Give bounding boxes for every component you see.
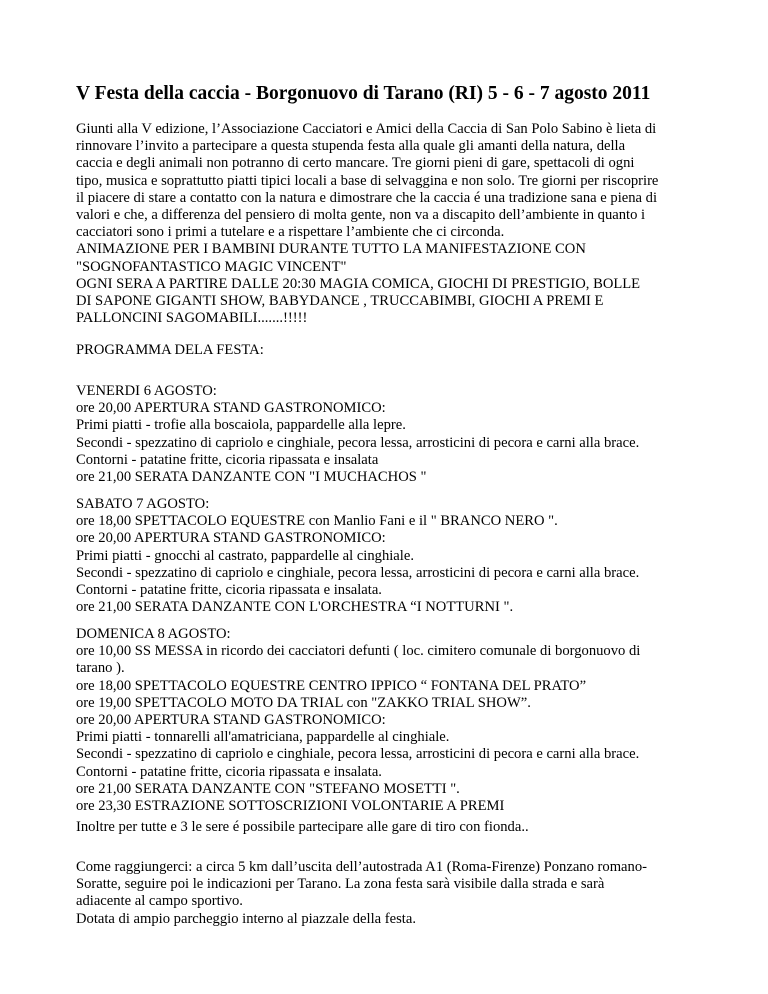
program-heading — [76, 342, 716, 359]
directions-paragraph — [76, 859, 716, 928]
friday-line: Secondi - spezzatino di capriolo e cinghiale, pecora lessa, arrosticini di pecora e carni alla brace. — [76, 434, 640, 451]
friday-line: ore 21,00 SERATA DANZANTE CON "I MUCHACHOS " — [76, 468, 427, 485]
intro-line: il piacere di stare a contatto con la natura e dimostrare che la caccia é una tradizione sana e piena di — [76, 189, 658, 206]
intro-line: rinnovare l’invito a partecipare a questa stupenda festa alla quale gli amanti della natura, della — [76, 138, 626, 155]
friday-line: Contorni - patatine fritte, cicoria ripassata e insalata — [76, 451, 379, 468]
saturday-section — [76, 496, 716, 616]
saturday-line: Primi piatti - gnocchi al castrato, pappardelle al cinghiale. — [76, 547, 414, 564]
intro-line: caccia e degli animali non potranno di certo mancare. Tre giorni pieni di gare, spettacoli di ogni — [76, 155, 635, 172]
sunday-line: ore 18,00 SPETTACOLO EQUESTRE CENTRO IPPICO “ FONTANA DEL PRATO” — [76, 677, 587, 694]
friday-section — [76, 383, 716, 486]
sunday-line: Contorni - patatine fritte, cicoria ripassata e insalata. — [76, 763, 382, 780]
intro-line: PALLONCINI SAGOMABILI.......!!!!! — [76, 310, 308, 327]
sunday-line: ore 20,00 APERTURA STAND GASTRONOMICO: — [76, 711, 386, 728]
intro-line: ANIMAZIONE PER I BAMBINI DURANTE TUTTO LA MANIFESTAZIONE CON — [76, 241, 586, 258]
friday-line: ore 20,00 APERTURA STAND GASTRONOMICO: — [76, 400, 386, 417]
intro-line: DI SAPONE GIGANTI SHOW, BABYDANCE , TRUCCABIMBI, GIOCHI A PREMI E — [76, 292, 604, 309]
sunday-heading: DOMENICA 8 AGOSTO: — [76, 626, 231, 642]
directions-line: Soratte, seguire poi le indicazioni per Tarano. La zona festa sarà visibile dalla strada e sarà — [76, 876, 605, 893]
intro-line: "SOGNOFANTASTICO MAGIC VINCENT" — [76, 258, 347, 275]
intro-line: Giunti alla V edizione, l’Associazione Cacciatori e Amici della Caccia di San Polo Sabino è lieta di — [76, 121, 657, 137]
friday-line: Primi piatti - trofie alla boscaiola, pappardelle alla lepre. — [76, 417, 406, 434]
saturday-line: ore 21,00 SERATA DANZANTE CON L'ORCHESTRA “I NOTTURNI ". — [76, 599, 514, 616]
sunday-line: Primi piatti - tonnarelli all'amatriciana, pappardelle al cinghiale. — [76, 729, 450, 746]
friday-heading: VENERDI 6 AGOSTO: — [76, 383, 217, 399]
saturday-line: ore 20,00 APERTURA STAND GASTRONOMICO: — [76, 530, 386, 547]
intro-line: OGNI SERA A PARTIRE DALLE 20:30 MAGIA COMICA, GIOCHI DI PRESTIGIO, BOLLE — [76, 275, 641, 292]
sunday-line: tarano ). — [76, 660, 125, 677]
program-heading-text: PROGRAMMA DELA FESTA: — [76, 342, 264, 358]
saturday-line: Contorni - patatine fritte, cicoria ripassata e insalata. — [76, 581, 382, 598]
sunday-line: ore 21,00 SERATA DANZANTE CON "STEFANO MOSETTI ". — [76, 780, 460, 797]
saturday-line: ore 18,00 SPETTACOLO EQUESTRE con Manlio Fani e il " BRANCO NERO ". — [76, 513, 558, 530]
directions-line: Dotata di ampio parcheggio interno al piazzale della festa. — [76, 910, 416, 927]
extra-line: Inoltre per tutte e 3 le sere é possibile partecipare alle gare di tiro con fionda.. — [76, 819, 529, 835]
sunday-line: ore 19,00 SPETTACOLO MOTO DA TRIAL con "ZAKKO TRIAL SHOW”. — [76, 694, 531, 711]
sunday-line: ore 23,30 ESTRAZIONE SOTTOSCRIZIONI VOLONTARIE A PREMI — [76, 797, 505, 814]
extra-paragraph — [76, 819, 716, 836]
directions-line: Come raggiungerci: a circa 5 km dall’uscita dell’autostrada A1 (Roma-Firenze) Ponzano romano- — [76, 859, 647, 875]
sunday-section — [76, 626, 716, 815]
sunday-line: ore 10,00 SS MESSA in ricordo dei cacciatori defunti ( loc. cimitero comunale di borgonuovo di — [76, 643, 641, 660]
directions-line: adiacente al campo sportivo. — [76, 893, 243, 910]
sunday-line: Secondi - spezzatino di capriolo e cinghiale, pecora lessa, arrosticini di pecora e carni alla brace. — [76, 746, 640, 763]
document-title: V Festa della caccia - Borgonuovo di Tarano (RI) 5 - 6 - 7 agosto 2011 — [76, 83, 651, 104]
saturday-heading: SABATO 7 AGOSTO: — [76, 496, 210, 512]
intro-line: cacciatori sono i primi a tutelare e a rispettare l’ambiente che ci circonda. — [76, 224, 505, 241]
intro-line: valori e che, a differenza del pensiero di molta gente, non va a discapito dell’ambiente in quanto i — [76, 206, 646, 223]
intro-line: tipo, musica e soprattutto piatti tipici locali a base di selvaggina e non solo. Tre giorni per riscoprire — [76, 172, 659, 189]
saturday-line: Secondi - spezzatino di capriolo e cinghiale, pecora lessa, arrosticini di pecora e carni alla brace. — [76, 564, 640, 581]
intro-paragraph — [76, 121, 716, 327]
